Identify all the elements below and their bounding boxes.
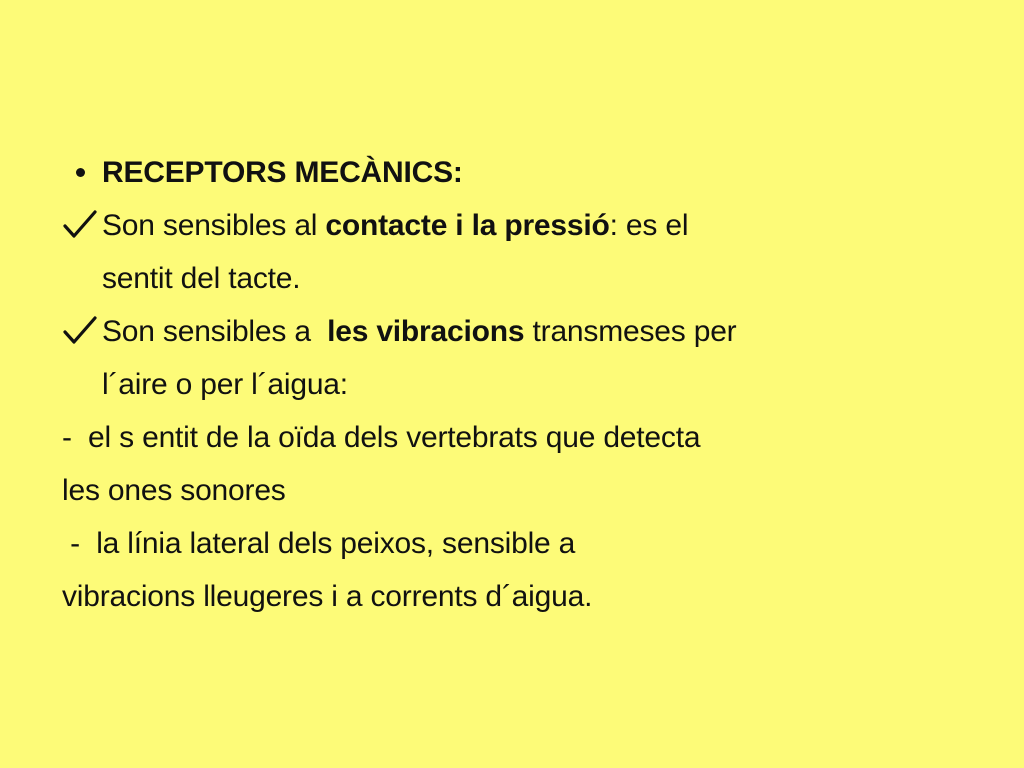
check-line-1 [102, 305, 982, 358]
dash-line-2: vibracions lleugeres i a corrents d´aigua. [62, 580, 593, 613]
check-item-vibrations [62, 305, 982, 411]
check-text-end: transmeses per [524, 315, 737, 348]
check-item-contact [62, 199, 982, 305]
check-text-start: Son sensibles a [102, 315, 328, 348]
bullet-dot-icon [62, 146, 98, 199]
check-text-bold: les vibracions [327, 315, 525, 348]
dash-line-2: les ones sonores [62, 474, 286, 507]
heading-text: RECEPTORS MECÀNICS: [102, 156, 463, 189]
dash-line-1: - la línia lateral dels peixos, sensible a [62, 527, 576, 560]
checkmark-icon [62, 305, 98, 358]
dash-item-lateral-line [62, 517, 982, 623]
slide-body [62, 146, 982, 623]
check-line-2: l´aire o per l´aigua: [102, 368, 348, 401]
check-text-start: Son sensibles al [102, 209, 326, 242]
check-text-bold: contacte i la pressió [325, 209, 610, 242]
check-line-1 [102, 199, 982, 252]
dash-line-1: - el s entit de la oïda dels vertebrats que detecta [62, 421, 701, 454]
heading-item [62, 146, 982, 199]
check-line-2: sentit del tacte. [102, 262, 301, 295]
checkmark-icon [62, 199, 98, 252]
dash-item-hearing [62, 411, 982, 517]
check-text-end: : es el [609, 209, 689, 242]
